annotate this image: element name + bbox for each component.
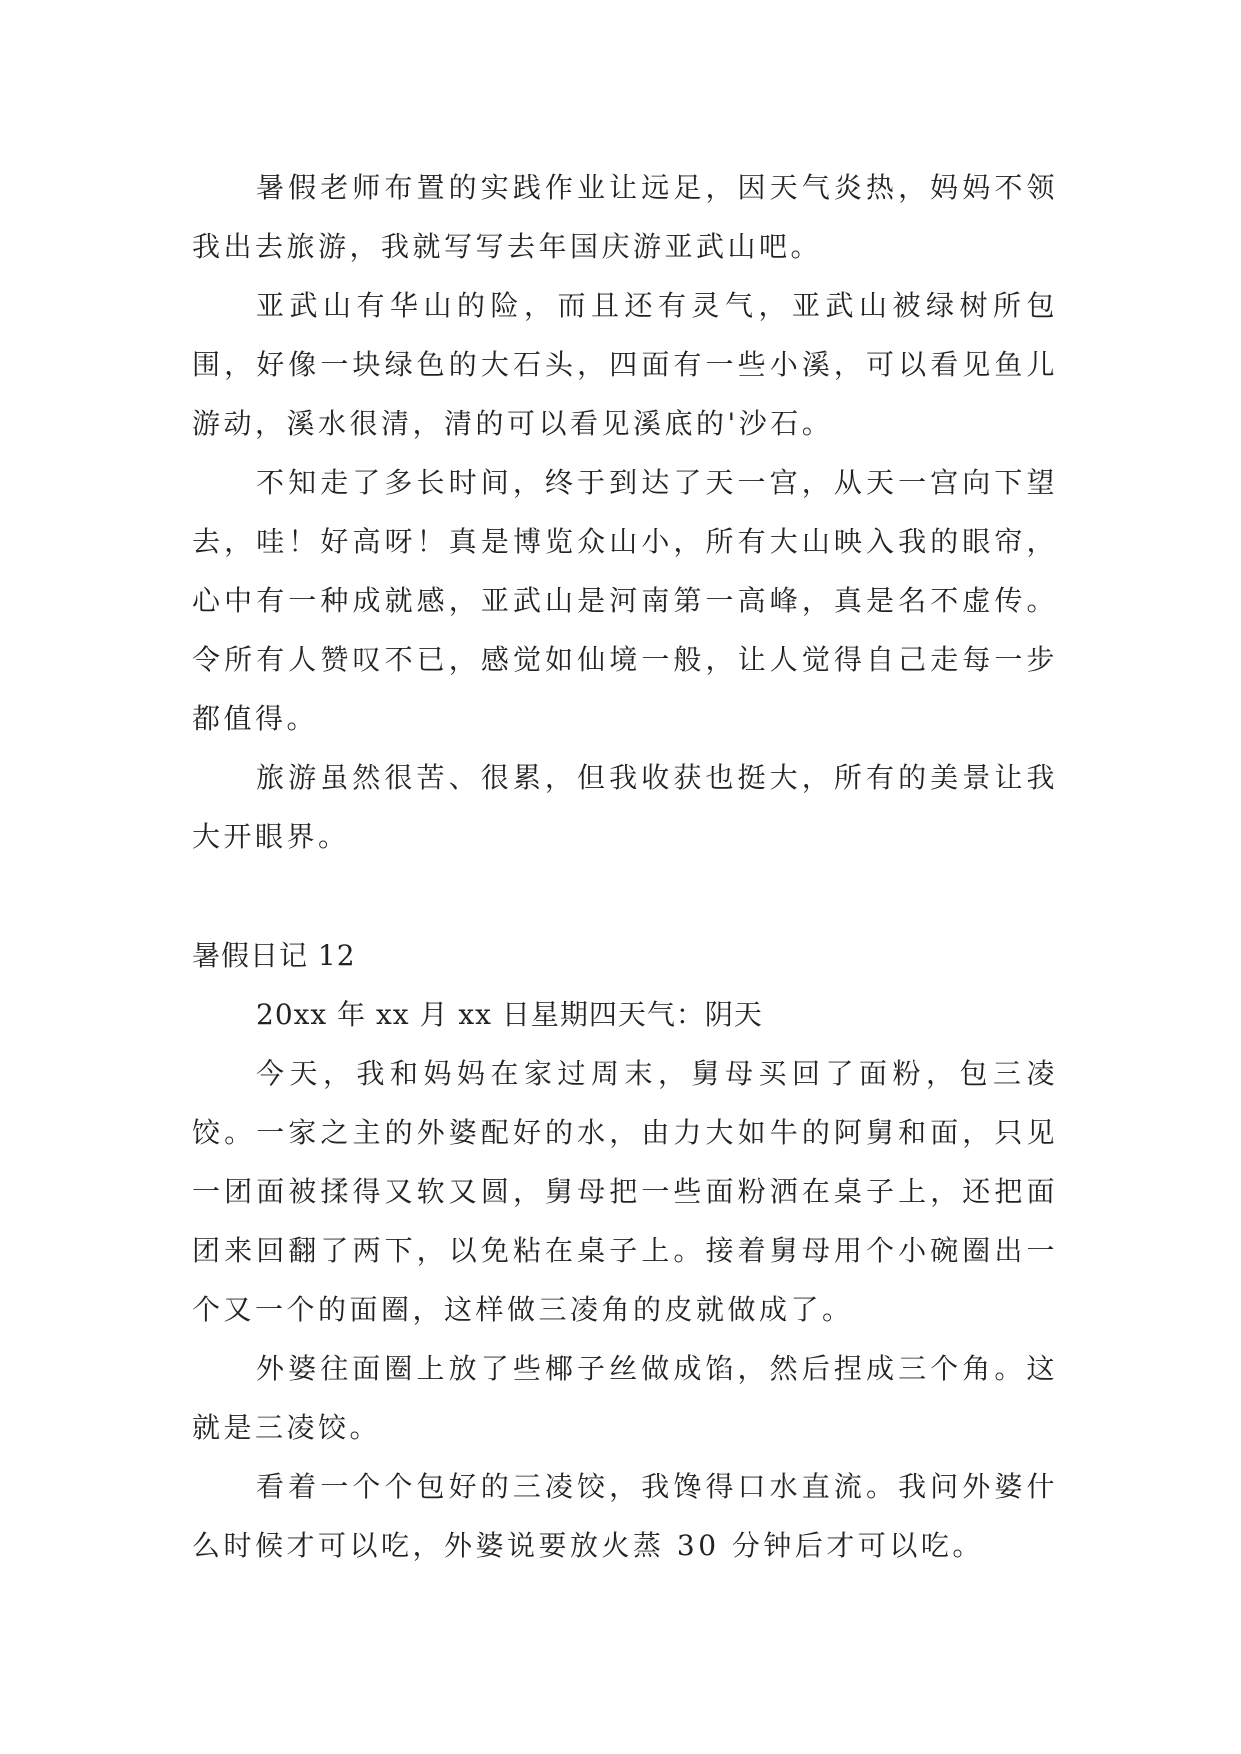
- diary-dateline: 20xx 年 xx 月 xx 日星期四天气：阴天: [256, 998, 763, 1031]
- paragraph: 旅游虽然很苦、很累，但我收获也挺大，所有的美景让我大开眼界。: [192, 761, 1058, 853]
- section-spacer: [192, 866, 1058, 926]
- paragraph: 暑假老师布置的实践作业让远足，因天气炎热，妈妈不领我出去旅游，我就写写去年国庆游亚武山吧。: [192, 171, 1058, 263]
- paragraph: 不知走了多长时间，终于到达了天一宫，从天一宫向下望去，哇！好高呀！真是博览众山小，所有大山映入我的眼帘，心中有一种成就感，亚武山是河南第一高峰，真是名不虚传。令所有人赞叹不已，感觉如仙境一般，让人觉得自己走每一步都值得。: [192, 466, 1058, 735]
- paragraph: 外婆往面圈上放了些椰子丝做成馅，然后捏成三个角。这就是三凌饺。: [192, 1352, 1058, 1444]
- document-body: [192, 158, 1058, 1575]
- paragraph: 今天，我和妈妈在家过周末，舅母买回了面粉，包三凌饺。一家之主的外婆配好的水，由力大如牛的阿舅和面，只见一团面被揉得又软又圆，舅母把一些面粉洒在桌子上，还把面团来回翻了两下，以免粘在桌子上。接着舅母用个小碗圈出一个又一个的面圈，这样做三凌角的皮就做成了。: [192, 1057, 1058, 1326]
- paragraph: 看着一个个包好的三凌饺，我馋得口水直流。我问外婆什么时候才可以吃，外婆说要放火蒸 30 分钟后才可以吃。: [192, 1470, 1058, 1562]
- diary-title: 暑假日记 12: [192, 939, 356, 972]
- paragraph: 亚武山有华山的险，而且还有灵气，亚武山被绿树所包围，好像一块绿色的大石头，四面有一些小溪，可以看见鱼儿游动，溪水很清，清的可以看见溪底的'沙石。: [192, 289, 1058, 440]
